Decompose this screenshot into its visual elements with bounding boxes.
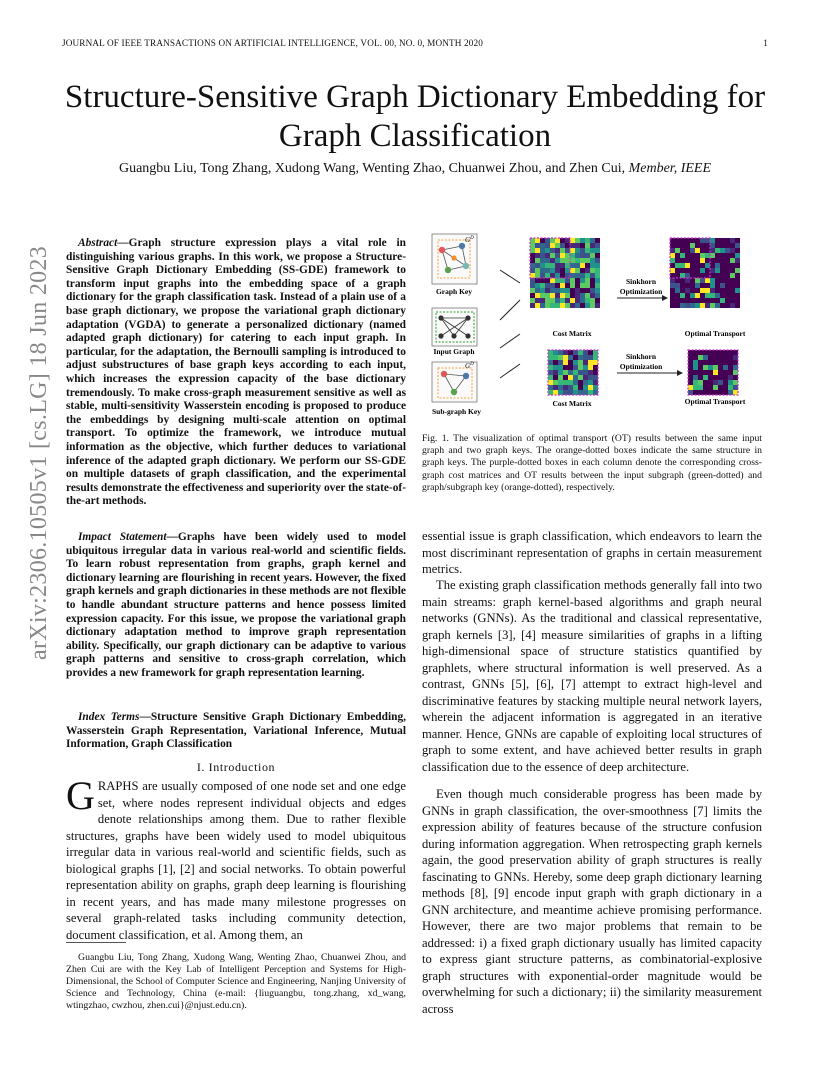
journal-name: JOURNAL OF IEEE TRANSACTIONS ON ARTIFICIAL INTELLIGENCE, VOL. 00, NO. 0, MONTH 2020 <box>62 38 483 48</box>
impact-text: —Graphs have been widely used to model ubiquitous irregular data in various real-world and scientific fields. To learn robust representation from graphs, graph kernel and dictionary learning are flourishing in recent years. However, the fixed graph kernels and graph dictionaries in these methods are not flexible to handle abundant structure patterns and hence possess limited expression capacity. For this issue, we propose the variational graph dictionary adaptation method to improve graph representation ability. Specifically, our graph dictionary can be adaptive to various graph patterns and sensitive to cross-graph correlation, which provides a new framework for graph representation learning. <box>66 531 406 679</box>
sinkhorn-bottom <box>617 352 683 376</box>
abstract-text: —Graph structure expression plays a vital role in distinguishing various graphs. In this work, we propose a Structure-Sensitive Graph Dictionary Embedding (SS-GDE) framework to transform input graphs into the embedding space of a graph dictionary for the graph classification task. Instead of a plain use of a base graph dictionary, we propose the variational graph dictionary adaptation (VGDA) to generate a personalized dictionary (named adapted graph dictionary) for catering to each input graph. In particular, for the adaptation, the Bernoulli sampling is introduced to adjust substructures of base graph keys according to each input, which increases the expression capacity of the base dictionary tremendously. To make cross-graph measurement sensitive as well as stable, multi-sensitivity Wasserstein encoding is proposed to produce the embeddings by designing multi-scale attention on optimal transport. To optimize the framework, we introduce mutual information as the objective, which further deduces to variational inference of the adapted graph dictionary. We perform our SS-GDE on multiple datasets of graph classification, and the experimental results demonstrate the effectiveness and superiority over the state-of-the-art methods. <box>66 237 406 508</box>
label-input-graph: Input Graph <box>433 347 475 356</box>
input-graph-diagram <box>432 308 477 356</box>
title-line-2: Graph Classification <box>278 118 552 154</box>
index-terms <box>66 711 406 752</box>
label-optimal-transport-bottom: Optimal Transport <box>684 397 746 406</box>
intro-paragraph-2: The existing graph classification methods generally fall into two main streams: graph kernel-based algorithms and graph neural networks (GNNs). As the traditional and classical representative, graph kernels [3], [4] measure similarities of graphs in a lifting high-dimensional space of structure statistics quantified by graphlets, where structural information is well preserved. As a contrast, GNNs [5], [6], [7] attempt to extract high-level and discriminative features by stacking multiple neural network layers, wherein the adjacent information is aggregated in an iterative manner. Hence, GNNs are capable of exploiting local structures of graph to some extent, and have achieved better results in graph classification due to the essence of deep architecture. <box>422 578 762 774</box>
footnote-rule <box>66 942 126 943</box>
title-line-1: Structure-Sensitive Graph Dictionary Embedding for <box>64 79 766 115</box>
optimal-transport-bottom-heatmap <box>688 350 738 395</box>
figure-1-caption: Fig. 1. The visualization of optimal transport (OT) results between the same input graph and two graph keys. The orange-dotted boxes indicate the same structure in graph keys. The purple-dotted boxes in each column denote the corresponding cross-graph cost matrices and OT results between the input subgraph (green-dotted) and graph/subgraph key (orange-dotted), respectively. <box>422 433 762 493</box>
label-optimal-transport-top: Optimal Transport <box>684 329 746 338</box>
gd-symbol-top: $G^D$ <box>465 236 474 244</box>
svg-text:Optimization: Optimization <box>619 287 663 296</box>
label-cost-matrix-bottom: Cost Matrix <box>552 399 592 408</box>
author-names: Guangbu Liu, Tong Zhang, Xudong Wang, Wenting Zhao, Chuanwei Zhou, and Zhen Cui, <box>118 161 626 176</box>
svg-text:Sinkhorn: Sinkhorn <box>625 352 657 361</box>
author-membership: Member, IEEE <box>628 161 712 176</box>
figure-connectors <box>500 270 520 378</box>
label-subgraph-key: Sub-graph Key <box>432 407 481 416</box>
intro-paragraph-1-continued: essential issue is graph classification, which endeavors to learn the most discriminant representation of graphs in certain measurement metrics. <box>422 529 762 576</box>
subgraph-key-diagram <box>432 362 481 416</box>
abstract <box>66 237 406 509</box>
arxiv-stamp: arXiv:2306.10505v1 [cs.LG] 18 Jun 2023 <box>26 245 52 660</box>
label-graph-key: Graph Key <box>435 287 473 296</box>
svg-text:Optimization: Optimization <box>619 362 663 371</box>
running-header <box>62 38 768 48</box>
dropcap-letter: G <box>66 773 95 818</box>
heatmap-group <box>530 238 740 395</box>
index-terms-text: —Structure Sensitive Graph Dictionary Embedding, Wasserstein Graph Representation, Variational Inference, Mutual Information, Graph Classification <box>66 711 406 751</box>
paper-title <box>40 78 790 156</box>
author-list <box>40 161 790 177</box>
figure-1 <box>422 228 768 428</box>
svg-text:Sinkhorn: Sinkhorn <box>625 277 657 286</box>
abstract-label: Abstract <box>78 237 118 249</box>
intro-paragraph-1-text: RAPHS are usually composed of one node set and one edge set, where nodes represent individual objects and edges denote relationships among them. Due to rather flexible structures, graphs have been widely used to model ubiquitous irregular data in various real-world and scientific fields, such as biological graphs [1], [2] and social networks. To obtain powerful representation ability on graphs, graph deep learning is flourishing in recent years, and has made many milestone progresses on several graph-related tasks including community detection, document classification, et al. Among them, an <box>66 779 406 942</box>
intro-paragraph-1 <box>66 773 406 943</box>
gd-symbol-bottom: $G^D$ <box>465 362 474 370</box>
page-number: 1 <box>763 38 768 48</box>
index-terms-label: Index Terms <box>78 711 140 723</box>
cost-matrix-top-heatmap <box>530 238 600 308</box>
impact-label: Impact Statement <box>78 531 167 543</box>
author-footnote: Guangbu Liu, Tong Zhang, Xudong Wang, Wenting Zhao, Chuanwei Zhou, and Zhen Cui are with the Key Lab of Intelligent Perception and Systems for High-Dimensional, the School of Computer Science and Engineering, Nanjing University of Science and Technology, China (e-mail: {liuguangbu, tong.zhang, xd_wang, wtingzhao, cwzhou, zhen.cui}@njust.edu.cn). <box>66 952 406 1011</box>
section-heading-introduction: I. Introduction <box>196 760 276 774</box>
graph-key-diagram <box>432 234 477 296</box>
label-cost-matrix-top: Cost Matrix <box>552 329 592 338</box>
impact-statement <box>66 531 406 681</box>
sinkhorn-top <box>617 277 668 301</box>
optimal-transport-top-heatmap <box>670 238 740 308</box>
cost-matrix-bottom-heatmap <box>548 350 598 395</box>
intro-paragraph-3: Even though much considerable progress has been made by GNNs in graph classification, the over-smoothness [7] limits the expression ability of features because of the structure confusion during information aggregation. When retrospecting graph kernels again, the good preservation ability of graph structures is really fascinating to GNNs. Hereby, some deep graph dictionary learning methods [8], [9] encode input graph with graph dictionary in a GNN architecture, and meantime achieve promising performance. However, there are two major problems that remain to be addressed: i) a fixed graph dictionary usually has limited capacity to express giant structure patterns, as combinatorial-explosive graph structures with exponential-order magnitude would be overwhelming for such a dictionary; ii) the similarity measurement across <box>422 787 762 1016</box>
